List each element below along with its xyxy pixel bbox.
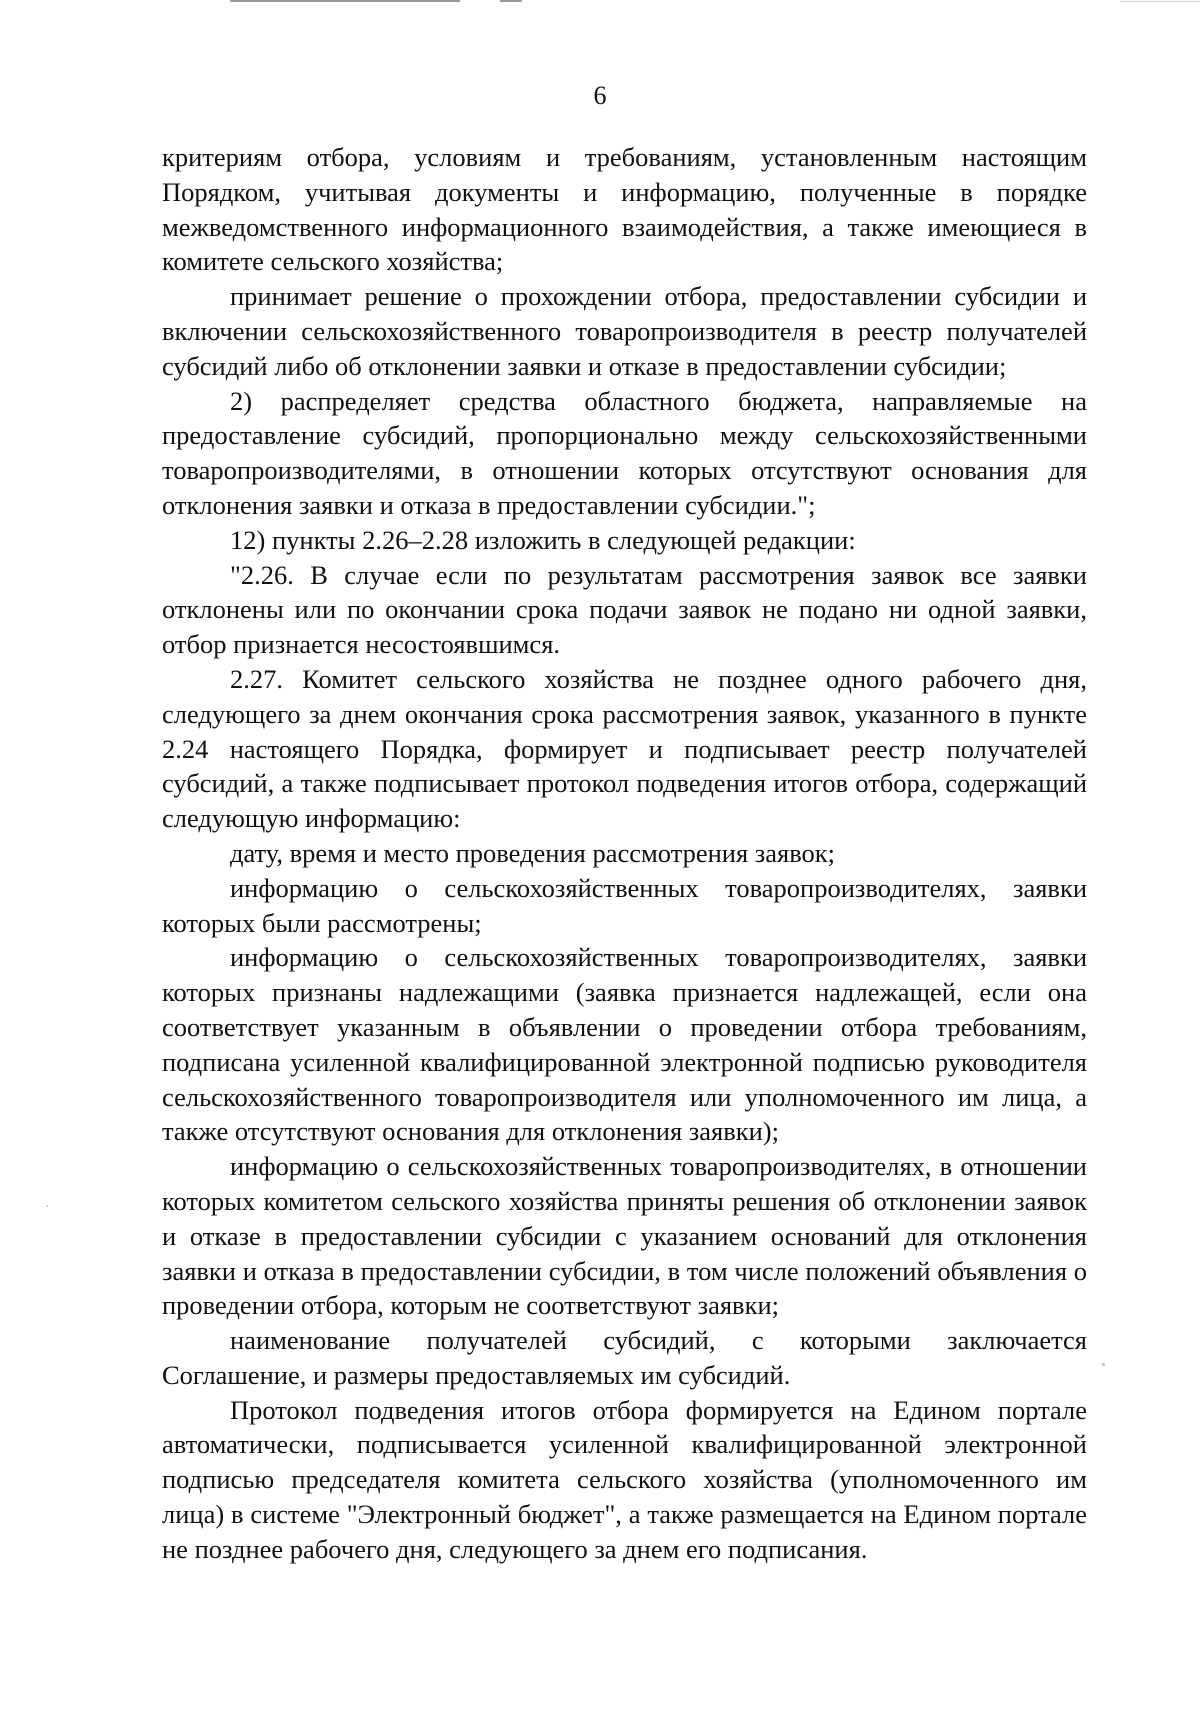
paragraph: 12) пункты 2.26–2.28 изложить в следующей редакции: — [230, 524, 856, 555]
paragraph: 2.27. Комитет сельского хозяйства не позднее одного рабочего дня, следующего за днем окончания срока рассмотрения заявок, указанного в пункте 2.24 настоящего Порядка, формирует и подписывает реестр получателей субсидий, а также подписывает протокол подведения итогов отбора, содержащий следующую информацию: — [162, 663, 1087, 834]
paragraph: "2.26. В случае если по результатам рассмотрения заявок все заявки отклонены или по окончании срока подачи заявок не подано ни одной заявки, отбор признается несостоявшимся. — [162, 559, 1087, 660]
document-body — [162, 140, 1087, 1567]
paragraph: информацию о сельскохозяйственных товаропроизводителях, заявки которых были рассмотрены; — [162, 872, 1087, 938]
paragraph: дату, время и место проведения рассмотрения заявок; — [230, 837, 836, 868]
scan-speck — [1102, 1363, 1105, 1366]
page-number: 6 — [593, 81, 607, 110]
paragraph: критериям отбора, условиям и требованиям, установленным настоящим Порядком, учитывая документы и информацию, полученные в порядке межведомственного информационного взаимодействия, а также имеющиеся в комитете сельского хозяйства; — [162, 142, 1087, 277]
scan-edge-mark — [500, 0, 522, 2]
paragraph: принимает решение о прохождении отбора, предоставлении субсидии и включении сельскохозяйственного товаропроизводителя в реестр получателей субсидий либо об отклонении заявки и отказе в предоставлении субсидии; — [162, 281, 1087, 381]
paragraph: 2) распределяет средства областного бюджета, направляемые на предоставление субсидий, пропорционально между сельскохозяйственными товаропроизводителями, в отношении которых отсутствуют основания для отклонения заявки и отказа в предоставлении субсидии."; — [162, 385, 1087, 520]
scan-edge-mark — [230, 0, 460, 2]
scan-speck — [46, 1205, 48, 1207]
paragraph: наименование получателей субсидий, с которыми заключается Соглашение, и размеры предоставляемых им субсидий. — [162, 1325, 1087, 1390]
scan-edge-mark — [1120, 1, 1200, 2]
paragraph: Протокол подведения итогов отбора формируется на Едином портале автоматически, подписывается усиленной квалифицированной электронной подписью председателя комитета сельского хозяйства (уполномоченного им лица) в системе "Электронный бюджет", а также размещается на Едином портале не позднее рабочего дня, следующего за днем его подписания. — [162, 1394, 1087, 1564]
paragraph: информацию о сельскохозяйственных товаропроизводителях, в отношении которых комитетом сельского хозяйства приняты решения об отклонении заявок и отказе в предоставлении субсидии с указанием оснований для отклонения заявки и отказа в предоставлении субсидии, в том числе положений объявления о проведении отбора, которым не соответствуют заявки; — [162, 1151, 1087, 1321]
paragraph: информацию о сельскохозяйственных товаропроизводителях, заявки которых признаны надлежащими (заявка признается надлежащей, если она соответствует указанным в объявлении о проведении отбора требованиям, подписана усиленной квалифицированной электронной подписью руководителя сельскохозяйственного товаропроизводителя или уполномоченного им лица, а также отсутствуют основания для отклонения заявки); — [162, 942, 1087, 1147]
